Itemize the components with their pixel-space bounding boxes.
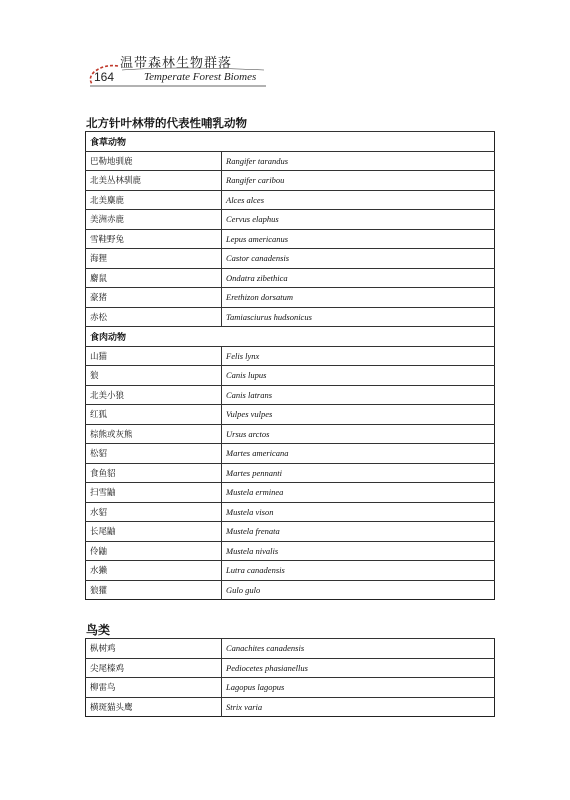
- page-number: 164: [94, 70, 115, 84]
- table-row: [86, 190, 495, 210]
- scientific-name-cell: Ondatra zibethica: [222, 268, 495, 288]
- scientific-name-cell: Castor canadensis: [222, 249, 495, 269]
- scientific-name-cell: Ursus arctos: [222, 424, 495, 444]
- table-row: [86, 580, 495, 600]
- table-row: [86, 678, 495, 698]
- scientific-name-cell: Mustela vison: [222, 502, 495, 522]
- table-row: [86, 424, 495, 444]
- scientific-name-cell: Gulo gulo: [222, 580, 495, 600]
- common-name-cell: 伶鼬: [86, 541, 222, 561]
- scientific-name-cell: Pediocetes phasianellus: [222, 658, 495, 678]
- scientific-name-cell: Martes pennanti: [222, 463, 495, 483]
- table-row: [86, 522, 495, 542]
- mammals-table-title: 北方针叶林带的代表性哺乳动物: [86, 116, 247, 130]
- table-row: [86, 697, 495, 717]
- book-title: 温带森林生物群落: [120, 56, 233, 71]
- table-row: [86, 249, 495, 269]
- table-row: [86, 483, 495, 503]
- common-name-cell: 北美麋鹿: [86, 190, 222, 210]
- common-name-cell: 枞树鸡: [86, 639, 222, 659]
- table-row: [86, 658, 495, 678]
- common-name-cell: 水貂: [86, 502, 222, 522]
- scientific-name-cell: Erethizon dorsatum: [222, 288, 495, 308]
- table-row: [86, 346, 495, 366]
- common-name-cell: 山猫: [86, 346, 222, 366]
- group-header-row: [86, 132, 495, 152]
- scientific-name-cell: Alces alces: [222, 190, 495, 210]
- table-row: [86, 502, 495, 522]
- table-row: [86, 171, 495, 191]
- book-subtitle: Temperate Forest Biomes: [144, 71, 257, 83]
- scientific-name-cell: Strix varia: [222, 697, 495, 717]
- common-name-cell: 北美丛林驯鹿: [86, 171, 222, 191]
- scientific-name-cell: Mustela nivalis: [222, 541, 495, 561]
- scientific-name-cell: Tamiasciurus hudsonicus: [222, 307, 495, 327]
- common-name-cell: 扫雪鼬: [86, 483, 222, 503]
- scientific-name-cell: Rangifer caribou: [222, 171, 495, 191]
- table-row: [86, 463, 495, 483]
- scientific-name-cell: Cervus elaphus: [222, 210, 495, 230]
- common-name-cell: 食鱼貂: [86, 463, 222, 483]
- common-name-cell: 海狸: [86, 249, 222, 269]
- table-row: [86, 444, 495, 464]
- common-name-cell: 巴勒地驯鹿: [86, 151, 222, 171]
- scientific-name-cell: Lagopus lagopus: [222, 678, 495, 698]
- common-name-cell: 麝鼠: [86, 268, 222, 288]
- common-name-cell: 松貂: [86, 444, 222, 464]
- table-row: [86, 541, 495, 561]
- scientific-name-cell: Rangifer tarandus: [222, 151, 495, 171]
- common-name-cell: 狼獾: [86, 580, 222, 600]
- table-row: [86, 307, 495, 327]
- common-name-cell: 柳雷鸟: [86, 678, 222, 698]
- mammals-table: [85, 131, 495, 600]
- common-name-cell: 水獭: [86, 561, 222, 581]
- table-row: [86, 268, 495, 288]
- scientific-name-cell: Canis latrans: [222, 385, 495, 405]
- common-name-cell: 横斑猫头鹰: [86, 697, 222, 717]
- table-row: [86, 288, 495, 308]
- scientific-name-cell: Lutra canadensis: [222, 561, 495, 581]
- scientific-name-cell: Mustela frenata: [222, 522, 495, 542]
- table-row: [86, 405, 495, 425]
- scientific-name-cell: Canachites canadensis: [222, 639, 495, 659]
- group-label: 食肉动物: [86, 327, 495, 347]
- table-row: [86, 151, 495, 171]
- group-header-row: [86, 327, 495, 347]
- birds-table-title: 鸟类: [86, 623, 111, 637]
- common-name-cell: 雪鞋野兔: [86, 229, 222, 249]
- scientific-name-cell: Mustela erminea: [222, 483, 495, 503]
- scientific-name-cell: Martes americana: [222, 444, 495, 464]
- common-name-cell: 美洲赤鹿: [86, 210, 222, 230]
- common-name-cell: 赤松: [86, 307, 222, 327]
- common-name-cell: 红狐: [86, 405, 222, 425]
- table-row: [86, 561, 495, 581]
- table-row: [86, 210, 495, 230]
- common-name-cell: 北美小狼: [86, 385, 222, 405]
- running-header: [86, 48, 286, 92]
- scientific-name-cell: Canis lupus: [222, 366, 495, 386]
- common-name-cell: 棕熊或灰熊: [86, 424, 222, 444]
- common-name-cell: 豪猪: [86, 288, 222, 308]
- group-label: 食草动物: [86, 132, 495, 152]
- table-row: [86, 229, 495, 249]
- table-row: [86, 385, 495, 405]
- common-name-cell: 狼: [86, 366, 222, 386]
- common-name-cell: 尖尾榛鸡: [86, 658, 222, 678]
- scientific-name-cell: Felis lynx: [222, 346, 495, 366]
- table-row: [86, 366, 495, 386]
- birds-table: [85, 638, 495, 717]
- scientific-name-cell: Lepus americanus: [222, 229, 495, 249]
- table-row: [86, 639, 495, 659]
- scientific-name-cell: Vulpes vulpes: [222, 405, 495, 425]
- common-name-cell: 长尾鼬: [86, 522, 222, 542]
